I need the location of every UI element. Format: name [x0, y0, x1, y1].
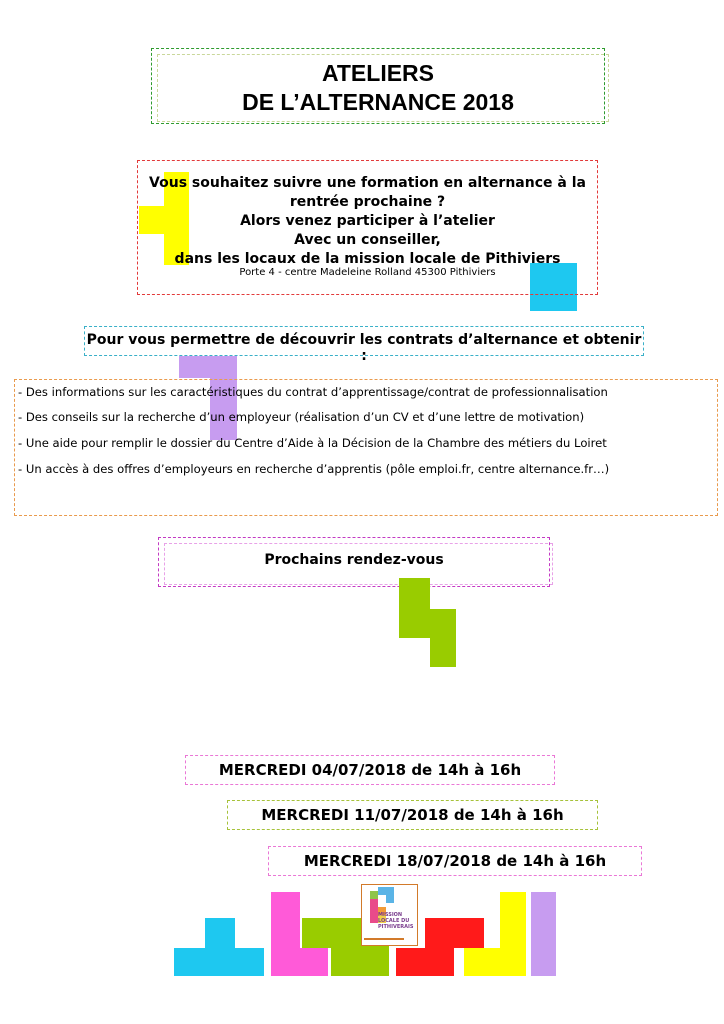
intro-line-2: rentrée prochaine ? — [289, 194, 446, 210]
benefit-item: - Des conseils sur la recherche d’un employeur (réalisation d’un CV et d’une lettre de motivation) — [18, 410, 585, 424]
intro-address: Porte 4 - centre Madeleine Rolland 45300 Pithiviers — [239, 267, 496, 278]
green-tetris-block-lower — [430, 609, 456, 667]
benefit-item: - Un accès à des offres d’employeurs en recherche d’apprentis (pôle emploi.fr, centre alternance.fr…) — [18, 462, 610, 476]
date-1: MERCREDI 04/07/2018 de 14h à 16h — [218, 761, 522, 779]
lavender-tetris-bar — [531, 892, 556, 976]
yellow-tetris-l-foot — [464, 948, 526, 976]
green-tetris-block — [399, 578, 430, 638]
cyan-tetris-t-top — [205, 918, 235, 948]
page-title-line2: DE L’ALTERNANCE 2018 — [242, 89, 514, 115]
intro-line-5: dans les locaux de la mission locale de Pithiviers — [174, 251, 561, 267]
red-tetris-block-top — [425, 918, 484, 948]
intro-line-1: Vous souhaitez suivre une formation en alternance à la — [149, 175, 586, 191]
logo-text: MISSION LOCALE DU PITHIVERAIS — [378, 912, 414, 930]
cyan-tetris-t — [174, 948, 264, 976]
page-title-line1: ATELIERS — [321, 60, 435, 86]
intro-line-3: Alors venez participer à l’atelier — [240, 213, 495, 229]
next-meetings-heading: Prochains rendez-vous — [264, 552, 444, 568]
benefit-item: - Des informations sur les caractéristiques du contrat d’apprentissage/contrat de professionnalisation — [18, 385, 608, 399]
intro-line-4: Avec un conseiller, — [294, 232, 441, 248]
red-tetris-block — [396, 948, 454, 976]
contracts-heading: Pour vous permettre de découvrir les contrats d’alternance et obtenir : — [86, 332, 642, 364]
date-3: MERCREDI 18/07/2018 de 14h à 16h — [303, 852, 607, 870]
benefit-item: - Une aide pour remplir le dossier du Centre d’Aide à la Décision de la Chambre des métiers du Loiret — [18, 436, 607, 450]
date-2: MERCREDI 11/07/2018 de 14h à 16h — [261, 806, 564, 824]
magenta-tetris-l-foot — [271, 948, 328, 976]
